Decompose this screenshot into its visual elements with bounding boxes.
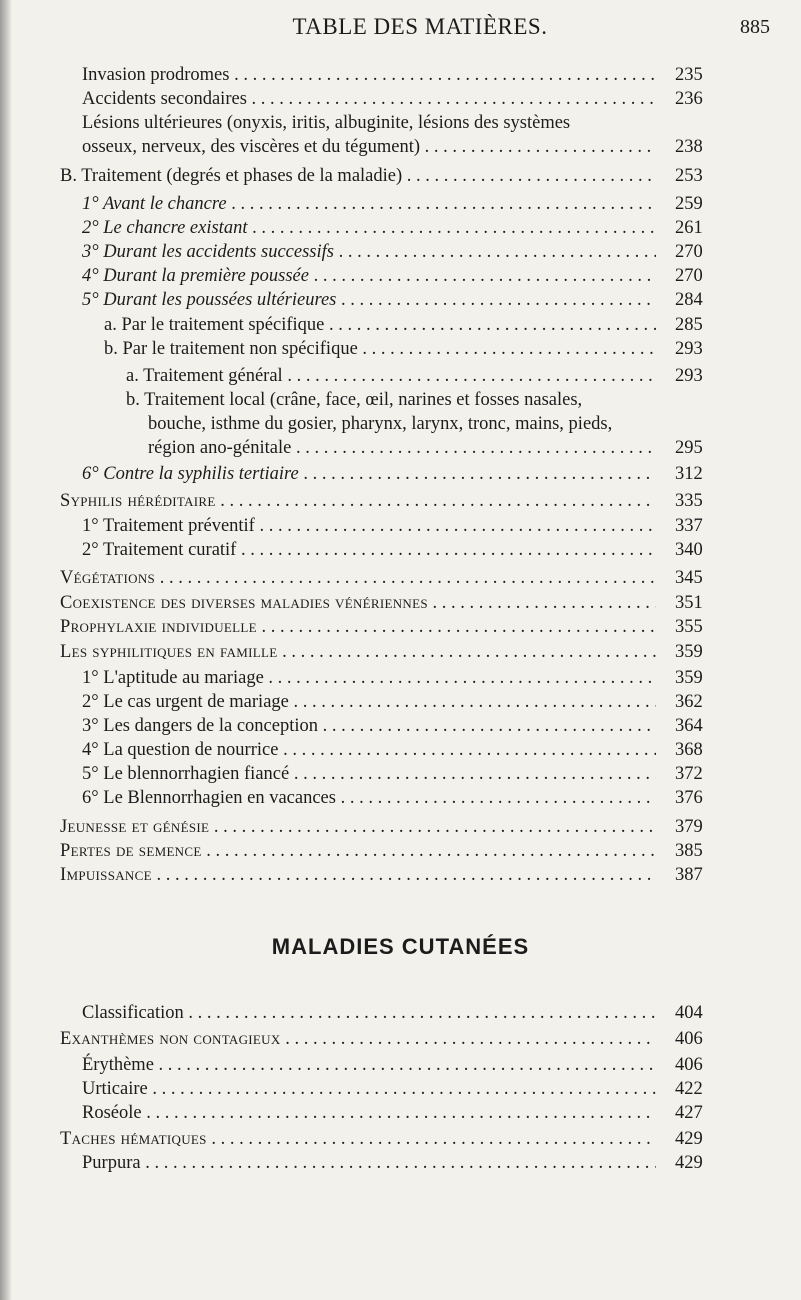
toc-entry-text: 2° Traitement curatif [82, 540, 237, 560]
toc-entry-page: 368 [675, 740, 703, 760]
toc-entry-text: 1° Avant le chancre [82, 194, 227, 214]
toc-entry-text: 3° Durant les accidents successifs [82, 242, 334, 262]
toc-entry-page: 359 [675, 668, 703, 688]
toc-entry-page: 359 [675, 642, 703, 662]
toc-entry-text: bouche, isthme du gosier, pharynx, larynx, tronc, mains, pieds, [148, 414, 613, 434]
toc-entry-leader [60, 1127, 656, 1151]
toc-entry-page: 293 [675, 366, 703, 386]
toc-entry-leader [82, 538, 656, 562]
toc-entry-leader [60, 815, 656, 839]
toc-entry-text: Purpura [82, 1153, 141, 1173]
toc-entry-page: 429 [675, 1129, 703, 1149]
toc-entry-text: Prophylaxie individuelle [60, 617, 257, 637]
toc-entry-page: 235 [675, 65, 703, 85]
toc-entry-page: 259 [675, 194, 703, 214]
toc-entry-page: 284 [675, 290, 703, 310]
toc-entry-text: 6° Le Blennorrhagien en vacances [82, 788, 336, 808]
toc-entry-page: 236 [675, 89, 703, 109]
toc-entry [0, 640, 801, 664]
toc-entry-text: B. Traitement (degrés et phases de la maladie) [60, 166, 403, 186]
toc-entry [0, 1127, 801, 1151]
toc-entry-page: 364 [675, 716, 703, 736]
toc-entry-leader [82, 192, 656, 216]
toc-entry-text: Invasion prodromes [82, 65, 230, 85]
toc-entry-leader [82, 762, 656, 786]
toc-entry [0, 412, 801, 436]
toc-entry-page: 285 [675, 315, 703, 335]
toc-entry [0, 164, 801, 188]
toc-entry [0, 1077, 801, 1101]
toc-entry [0, 337, 801, 361]
toc-entry-text: Érythème [82, 1055, 154, 1075]
toc-entry-leader [82, 1077, 656, 1101]
toc-entry-page: 312 [675, 464, 703, 484]
toc-entry-page: 293 [675, 339, 703, 359]
toc-entry [0, 111, 801, 135]
toc-entry [0, 240, 801, 264]
toc-entry-page: 335 [675, 491, 703, 511]
toc-entry-text: 1° Traitement préventif [82, 516, 255, 536]
toc-entry-leader [60, 615, 656, 639]
toc-entry [0, 462, 801, 486]
toc-entry-leader [82, 1001, 656, 1025]
toc-entry-text: Les syphilitiques en famille [60, 642, 278, 662]
toc-entry-leader [104, 337, 656, 361]
toc-entry [0, 192, 801, 216]
toc-entry-leader [82, 1053, 656, 1077]
toc-entry-leader [60, 640, 656, 664]
toc-entry-text: 6° Contre la syphilis tertiaire [82, 464, 299, 484]
toc-entry-leader [82, 786, 656, 810]
toc-entry-page: 238 [675, 137, 703, 157]
toc-entry [0, 591, 801, 615]
toc-entry-page: 253 [675, 166, 703, 186]
toc-entry [0, 815, 801, 839]
section-heading: MALADIES CUTANÉES [271, 934, 530, 959]
toc-entry-page: 376 [675, 788, 703, 808]
toc-entry-text: 4° La question de nourrice [82, 740, 279, 760]
toc-entry [0, 313, 801, 337]
toc-entry-text: Végétations [60, 568, 156, 588]
toc-entry-text: région ano-génitale [148, 438, 292, 458]
toc-entry [0, 762, 801, 786]
toc-entry [0, 714, 801, 738]
toc-entry [0, 489, 801, 513]
toc-entry-text: Lésions ultérieures (onyxis, iritis, albuginite, lésions des systèmes [82, 113, 571, 133]
toc-entry-page: 295 [675, 438, 703, 458]
toc-entry-page: 345 [675, 568, 703, 588]
toc-entry-leader [82, 1151, 656, 1175]
toc-entry-page: 385 [675, 841, 703, 861]
toc-entry-leader [82, 135, 656, 159]
toc-entry [0, 216, 801, 240]
toc-entry-leader [82, 87, 656, 111]
toc-entry [0, 566, 801, 590]
toc-entry-page: 261 [675, 218, 703, 238]
toc-entry-text: b. Traitement local (crâne, face, œil, narines et fosses nasales, [126, 390, 583, 410]
toc-entry-leader [126, 364, 656, 388]
toc-entry-text: a. Par le traitement spécifique [104, 315, 325, 335]
toc-entry-leader [60, 839, 656, 863]
page-number: 885 [740, 16, 770, 38]
toc-entry [0, 1101, 801, 1125]
toc-entry [0, 1027, 801, 1051]
toc-entry-text: a. Traitement général [126, 366, 283, 386]
toc-entry-page: 340 [675, 540, 703, 560]
toc-entry [0, 87, 801, 111]
toc-entry [0, 135, 801, 159]
toc-entry-page: 337 [675, 516, 703, 536]
toc-entry-text: Jeunesse et génésie [60, 817, 210, 837]
toc-entry-text: 2° Le cas urgent de mariage [82, 692, 289, 712]
toc-entry-text: 4° Durant la première poussée [82, 266, 309, 286]
toc-entry [0, 364, 801, 388]
toc-entry [0, 288, 801, 312]
toc-entry [0, 786, 801, 810]
toc-entry-page: 387 [675, 865, 703, 885]
toc-entry-page: 429 [675, 1153, 703, 1173]
toc-entry-leader [82, 714, 656, 738]
toc-entry-leader [82, 666, 656, 690]
toc-entry-page: 355 [675, 617, 703, 637]
toc-entry-text: Pertes de semence [60, 841, 202, 861]
running-title: TABLE DES MATIÈRES. [292, 14, 548, 39]
toc-entry-page: 427 [675, 1103, 703, 1123]
toc-entry-text: 5° Le blennorrhagien fiancé [82, 764, 290, 784]
toc-entry-text: 2° Le chancre existant [82, 218, 248, 238]
toc-entry-leader [82, 288, 656, 312]
toc-entry-leader [82, 216, 656, 240]
toc-entry-text: Taches hématiques [60, 1129, 207, 1149]
toc-entry-text: 3° Les dangers de la conception [82, 716, 318, 736]
toc-entry-page: 362 [675, 692, 703, 712]
page-header [60, 12, 780, 44]
toc-entry-text: Classification [82, 1003, 184, 1023]
toc-entry [0, 264, 801, 288]
toc-entry-leader [82, 1101, 656, 1125]
toc-entry-page: 372 [675, 764, 703, 784]
toc-entry-leader [82, 63, 656, 87]
toc-entry-page: 404 [675, 1003, 703, 1023]
toc-entry-leader [148, 436, 656, 460]
toc-entry-leader [82, 514, 656, 538]
toc-entry [0, 1151, 801, 1175]
toc-entry-text: Syphilis héréditaire [60, 491, 216, 511]
toc-entry [0, 514, 801, 538]
toc-entry-text: Urticaire [82, 1079, 148, 1099]
toc-entry-page: 422 [675, 1079, 703, 1099]
toc-entry [0, 666, 801, 690]
toc-entry [0, 863, 801, 887]
toc-entry-text: Roséole [82, 1103, 142, 1123]
toc-entry-text: b. Par le traitement non spécifique [104, 339, 358, 359]
toc-entry-page: 406 [675, 1029, 703, 1049]
toc-entry-text: Exanthèmes non contagieux [60, 1029, 281, 1049]
toc-entry-leader [60, 566, 656, 590]
toc-entry-text: osseux, nerveux, des viscères et du tégument) [82, 137, 421, 157]
toc-entry [0, 690, 801, 714]
toc-entry [0, 388, 801, 412]
toc-entry-leader [82, 690, 656, 714]
toc-entry [0, 63, 801, 87]
toc-entry-page: 270 [675, 242, 703, 262]
toc-entry-page: 351 [675, 593, 703, 613]
toc-entry [0, 839, 801, 863]
toc-entry-leader [60, 591, 656, 615]
toc-entry [0, 538, 801, 562]
toc-entry-leader [82, 240, 656, 264]
toc-entry-text: 5° Durant les poussées ultérieures [82, 290, 337, 310]
toc-entry-leader [60, 164, 656, 188]
toc-entry-leader [82, 738, 656, 762]
toc-entry-text: Coexistence des diverses maladies vénériennes [60, 593, 428, 613]
toc-entry-page: 406 [675, 1055, 703, 1075]
toc-entry-leader [60, 1027, 656, 1051]
toc-entry-leader [60, 863, 656, 887]
toc-entry [0, 436, 801, 460]
toc-entry [0, 738, 801, 762]
toc-entry-leader [82, 462, 656, 486]
toc-entry-leader [82, 264, 656, 288]
toc-entry-text: 1° L'aptitude au mariage [82, 668, 264, 688]
toc-entry-leader [104, 313, 656, 337]
toc-entry-text: Accidents secondaires [82, 89, 247, 109]
toc-entry [0, 1053, 801, 1077]
toc-entry-text: Impuissance [60, 865, 152, 885]
toc-entry [0, 1001, 801, 1025]
toc-entry-page: 379 [675, 817, 703, 837]
toc-entry-page: 270 [675, 266, 703, 286]
toc-entry-leader [60, 489, 656, 513]
toc-entry [0, 615, 801, 639]
